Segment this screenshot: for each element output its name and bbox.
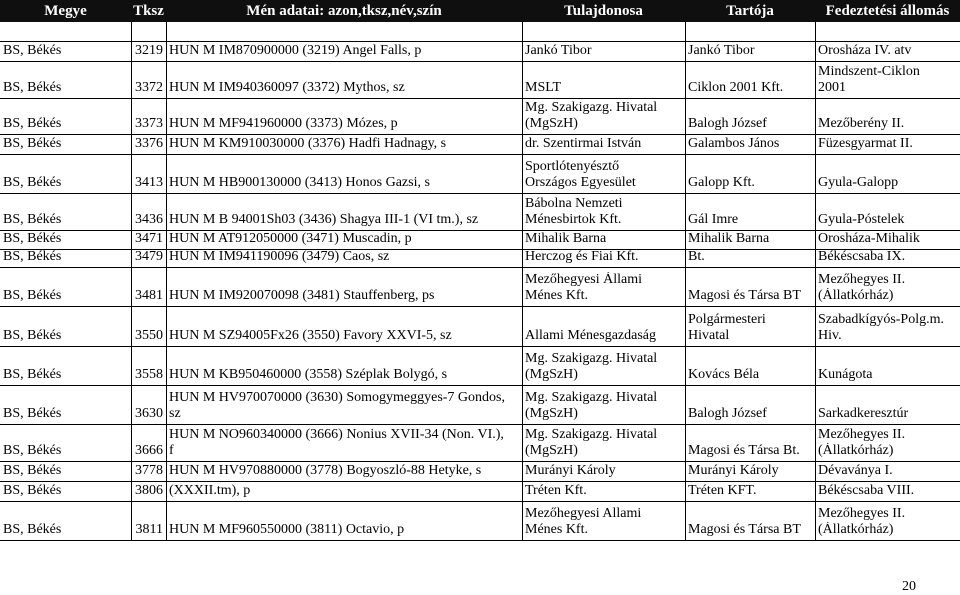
- stallion-cell: HUN M IM870900000 (3219) Angel Falls, p: [169, 43, 422, 58]
- stallion-cell: HUN M MF960550000 (3811) Octavio, p: [169, 522, 405, 537]
- tksz-cell: 3376: [135, 136, 163, 151]
- county-cell: BS, Békés: [3, 443, 62, 458]
- owner-cell: (MgSzH): [525, 443, 578, 458]
- tksz-cell: 3436: [135, 212, 163, 227]
- row-divider: [0, 267, 960, 268]
- county-cell: BS, Békés: [3, 43, 62, 58]
- county-cell: BS, Békés: [3, 136, 62, 151]
- stallion-cell: HUN M IM920070098 (3481) Stauffenberg, ps: [169, 288, 435, 303]
- owner-cell: Herczog és Fiai Kft.: [525, 249, 639, 264]
- keeper-cell: Murányi Károly: [688, 463, 779, 478]
- station-cell: Sarkadkeresztúr: [818, 406, 909, 421]
- county-cell: BS, Békés: [3, 249, 62, 264]
- owner-cell: Mezőhegyesi Állami: [525, 272, 643, 287]
- owner-cell: Mezőhegyesi Allami: [525, 506, 642, 521]
- owner-cell: Bábolna Nemzeti: [525, 196, 623, 211]
- owner-cell: Ménes Kft.: [525, 288, 588, 303]
- owner-cell: Jankó Tibor: [525, 43, 592, 58]
- owner-cell: Tréten Kft.: [525, 483, 587, 498]
- stallion-cell: HUN M AT912050000 (3471) Muscadin, p: [169, 231, 412, 246]
- station-cell: Gyula-Póstelek: [818, 212, 905, 227]
- station-cell: Szabadkígyós-Polg.m.: [818, 312, 944, 327]
- station-cell: Hiv.: [818, 328, 842, 343]
- owner-cell: Mg. Szakigazg. Hivatal: [525, 390, 658, 405]
- keeper-cell: Mihalik Barna: [688, 231, 770, 246]
- header-owner: Tulajdonosa: [564, 3, 643, 19]
- keeper-cell: Magosi és Társa Bt.: [688, 443, 800, 458]
- header-station: Fedeztetési állomás: [825, 3, 950, 19]
- tksz-cell: 3471: [135, 231, 163, 246]
- owner-cell: dr. Szentirmai István: [525, 136, 642, 151]
- page-number: 20: [902, 579, 916, 594]
- stallion-cell: HUN M HV970880000 (3778) Bogyoszló-88 Hetyke, s: [169, 463, 482, 478]
- header-tksz: Tksz: [133, 3, 164, 19]
- row-divider: [0, 134, 960, 135]
- tksz-cell: 3550: [135, 328, 163, 343]
- stallion-cell: sz: [169, 406, 181, 421]
- keeper-cell: Galopp Kft.: [688, 175, 755, 190]
- keeper-cell: Magosi és Társa BT: [688, 522, 801, 537]
- county-cell: BS, Békés: [3, 288, 62, 303]
- owner-cell: Mihalik Barna: [525, 231, 607, 246]
- tksz-cell: 3372: [135, 80, 163, 95]
- tksz-cell: 3630: [135, 406, 163, 421]
- station-cell: Füzesgyarmat II.: [818, 136, 913, 151]
- stallion-cell: f: [169, 443, 174, 458]
- stallion-cell: HUN M KM910030000 (3376) Hadfi Hadnagy, s: [169, 136, 447, 151]
- station-cell: Mezőhegyes II.: [818, 427, 906, 442]
- row-divider: [0, 481, 960, 482]
- station-cell: Mezőhegyes II.: [818, 272, 906, 287]
- owner-cell: Mg. Szakigazg. Hivatal: [525, 100, 658, 115]
- tksz-cell: 3778: [135, 463, 163, 478]
- row-divider: [0, 61, 960, 62]
- row-divider: [0, 461, 960, 462]
- owner-cell: Allami Ménesgazdaság: [525, 328, 657, 343]
- station-cell: Mezőberény II.: [818, 116, 905, 131]
- owner-cell: (MgSzH): [525, 406, 578, 421]
- row-divider: [0, 540, 960, 541]
- county-cell: BS, Békés: [3, 328, 62, 343]
- stallion-cell: HUN M B 94001Sh03 (3436) Shagya III-1 (VI tm.), sz: [169, 212, 479, 227]
- row-divider: [0, 41, 960, 42]
- tksz-cell: 3558: [135, 367, 163, 382]
- keeper-cell: Magosi és Társa BT: [688, 288, 801, 303]
- county-cell: BS, Békés: [3, 406, 62, 421]
- row-divider: [0, 424, 960, 425]
- tksz-cell: 3413: [135, 175, 163, 190]
- station-cell: Dévaványa I.: [818, 463, 893, 478]
- stallion-cell: HUN M HV970070000 (3630) Somogymeggyes-7 Gondos,: [169, 390, 505, 405]
- station-cell: Orosháza IV. atv: [818, 43, 912, 58]
- tksz-cell: 3806: [135, 483, 163, 498]
- station-cell: Orosháza-Mihalik: [818, 231, 920, 246]
- stallion-cell: (XXXII.tm), p: [169, 483, 251, 498]
- header-county: Megye: [44, 3, 87, 19]
- keeper-cell: Balogh József: [688, 406, 767, 421]
- station-cell: Mindszent-Ciklon: [818, 64, 920, 79]
- station-cell: Mezőhegyes II.: [818, 506, 906, 521]
- row-divider: [0, 154, 960, 155]
- stallion-cell: HUN M SZ94005Fx26 (3550) Favory XXVI-5, sz: [169, 328, 452, 343]
- stallion-cell: HUN M KB950460000 (3558) Széplak Bolygó, s: [169, 367, 448, 382]
- row-divider: [0, 501, 960, 502]
- owner-cell: MSLT: [525, 80, 562, 95]
- county-cell: BS, Békés: [3, 522, 62, 537]
- keeper-cell: Bt.: [688, 249, 705, 264]
- owner-cell: Ménesbirtok Kft.: [525, 212, 622, 227]
- keeper-cell: Hivatal: [688, 328, 730, 343]
- owner-cell: Mg. Szakigazg. Hivatal: [525, 351, 658, 366]
- owner-cell: Mg. Szakigazg. Hivatal: [525, 427, 658, 442]
- owner-cell: (MgSzH): [525, 367, 578, 382]
- stallion-cell: HUN M MF941960000 (3373) Mózes, p: [169, 116, 398, 131]
- row-divider: [0, 193, 960, 194]
- county-cell: BS, Békés: [3, 483, 62, 498]
- tksz-cell: 3481: [135, 288, 163, 303]
- owner-cell: Ménes Kft.: [525, 522, 588, 537]
- row-divider: [0, 385, 960, 386]
- stallion-cell: HUN M IM941190096 (3479) Caos, sz: [169, 249, 390, 264]
- keeper-cell: Kovács Béla: [688, 367, 760, 382]
- station-cell: Békéscsaba VIII.: [818, 483, 915, 498]
- owner-cell: Sportlótenyésztő: [525, 159, 620, 174]
- header-keeper: Tartója: [726, 3, 774, 19]
- county-cell: BS, Békés: [3, 175, 62, 190]
- county-cell: BS, Békés: [3, 116, 62, 131]
- county-cell: BS, Békés: [3, 212, 62, 227]
- tksz-cell: 3373: [135, 116, 163, 131]
- station-cell: (Állatkórház): [818, 288, 894, 303]
- station-cell: Békéscsaba IX.: [818, 249, 906, 264]
- station-cell: Kunágota: [818, 367, 873, 382]
- keeper-cell: Gál Imre: [688, 212, 739, 227]
- keeper-cell: Tréten KFT.: [688, 483, 757, 498]
- owner-cell: Murányi Károly: [525, 463, 616, 478]
- stallion-cell: HUN M IM940360097 (3372) Mythos, sz: [169, 80, 405, 95]
- county-cell: BS, Békés: [3, 231, 62, 246]
- tksz-cell: 3811: [135, 522, 163, 537]
- owner-cell: Országos Egyesület: [525, 175, 636, 190]
- keeper-cell: Polgármesteri: [688, 312, 766, 327]
- row-divider: [0, 98, 960, 99]
- stallion-cell: HUN M HB900130000 (3413) Honos Gazsi, s: [169, 175, 430, 190]
- tksz-cell: 3219: [135, 43, 163, 58]
- station-cell: 2001: [818, 80, 846, 95]
- stallion-cell: HUN M NO960340000 (3666) Nonius XVII-34 (Non. VI.),: [169, 427, 504, 442]
- row-divider: [0, 346, 960, 347]
- keeper-cell: Balogh József: [688, 116, 767, 131]
- station-cell: (Állatkórház): [818, 522, 894, 537]
- county-cell: BS, Békés: [3, 367, 62, 382]
- keeper-cell: Ciklon 2001 Kft.: [688, 80, 784, 95]
- keeper-cell: Jankó Tibor: [688, 43, 755, 58]
- header-stallion: Mén adatai: azon,tksz,név,szín: [246, 3, 442, 19]
- county-cell: BS, Békés: [3, 463, 62, 478]
- keeper-cell: Galambos János: [688, 136, 780, 151]
- tksz-cell: 3479: [135, 249, 163, 264]
- station-cell: Gyula-Galopp: [818, 175, 899, 190]
- row-divider: [0, 306, 960, 307]
- owner-cell: (MgSzH): [525, 116, 578, 131]
- county-cell: BS, Békés: [3, 80, 62, 95]
- station-cell: (Állatkórház): [818, 443, 894, 458]
- tksz-cell: 3666: [135, 443, 163, 458]
